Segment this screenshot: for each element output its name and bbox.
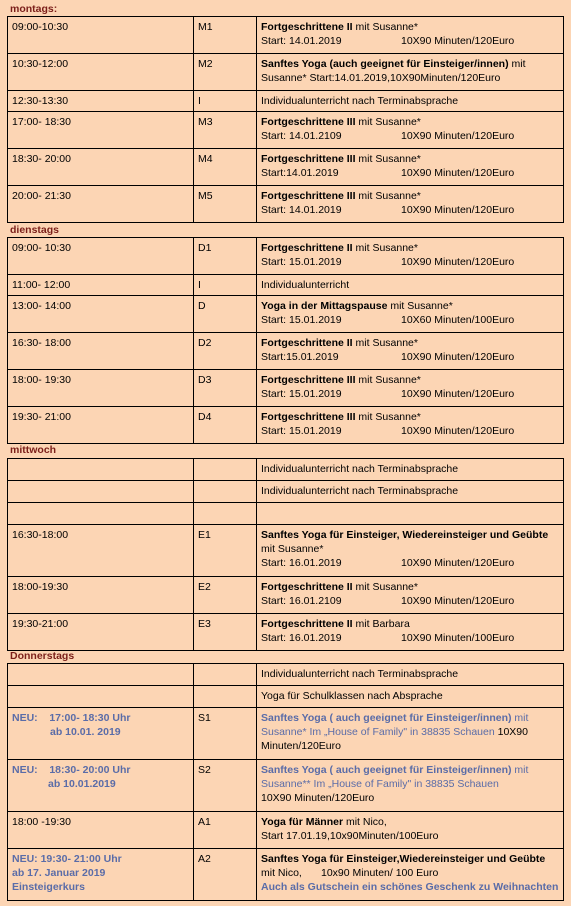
table-row [8, 577, 564, 614]
table-row [8, 296, 564, 333]
time-cell: 19:30- 21:00 [8, 407, 194, 444]
course-cell: Individualunterricht nach Terminabsprache [257, 481, 564, 503]
table-row [8, 503, 564, 525]
course-start: Start: 16.01.2019 [261, 557, 342, 569]
code-cell [194, 664, 257, 686]
time-cell [8, 760, 194, 812]
course-start: Start: 15.01.2019 [261, 256, 342, 268]
course-time: 17:00- 18:30 Uhr [49, 712, 131, 724]
time-cell: 20:00- 21:30 [8, 186, 194, 223]
table-row [8, 614, 564, 651]
course-teacher: mit Susanne* [355, 374, 421, 386]
time-cell: 11:00- 12:00 [8, 275, 194, 296]
course-price: Minuten/120Euro [261, 740, 341, 752]
course-cell [257, 614, 564, 651]
course-info: 10X90 Minuten/100Euro [401, 632, 515, 644]
course-title: Fortgeschrittene II [261, 21, 353, 33]
course-title: Sanftes Yoga ( auch geeignet für Einsteiger/innen) [261, 764, 512, 776]
course-info: 10X90 Minuten/120Euro [401, 130, 515, 142]
table-row [8, 812, 564, 849]
course-teacher: mit Susanne* [261, 543, 324, 555]
course-info: 10X90 Minuten/120Euro [401, 167, 515, 179]
table-row [8, 760, 564, 812]
course-start: Start: 15.01.2019 [261, 388, 342, 400]
day-heading-donnerstags: Donnerstags [10, 650, 75, 662]
course-info: 10X90 Minuten/120Euro [401, 388, 515, 400]
table-row [8, 708, 564, 760]
course-cell: Individualunterricht nach Terminabsprache [257, 91, 564, 112]
course-cell [257, 296, 564, 333]
course-location: Susanne* Im „House of Family" in 38835 Schauen [261, 726, 495, 738]
course-title: Sanftes Yoga für Einsteiger, Wiedereinsteiger und Geübte [261, 529, 549, 541]
schedule-table-dienstags [7, 237, 564, 444]
time-cell: 19:30-21:00 [8, 614, 194, 651]
time-cell: 18:00- 19:30 [8, 370, 194, 407]
table-row [8, 17, 564, 54]
course-start: Start: 15.01.2019 [261, 425, 342, 437]
code-cell: A2 [194, 849, 257, 901]
course-cell [257, 577, 564, 614]
time-cell: 12:30-13:30 [8, 91, 194, 112]
course-title: Fortgeschrittene II [261, 337, 353, 349]
table-row [8, 459, 564, 481]
course-title: Fortgeschrittene II [261, 581, 353, 593]
course-teacher: mit [511, 764, 529, 776]
table-row [8, 849, 564, 901]
course-start: Start:14.01.2019 [261, 167, 339, 179]
course-start: Start: 14.01.2019 [261, 35, 342, 47]
course-cell [257, 370, 564, 407]
course-title: Fortgeschrittene II [261, 618, 353, 630]
course-info: 10X90 [494, 726, 528, 738]
table-row [8, 238, 564, 275]
code-cell [194, 686, 257, 708]
course-cell [257, 54, 564, 91]
course-level: Einsteigerkurs [12, 881, 85, 893]
time-cell: 10:30-12:00 [8, 54, 194, 91]
course-info: 10x90 Minuten/ 100 Euro [321, 867, 439, 879]
code-cell: I [194, 91, 257, 112]
table-row [8, 149, 564, 186]
time-cell [8, 481, 194, 503]
course-cell [257, 812, 564, 849]
course-since: ab 10.01. 2019 [50, 726, 121, 738]
course-title: Fortgeschrittene III [261, 411, 356, 423]
course-start: Start 17.01.19,10x90Minuten/100Euro [261, 830, 439, 842]
time-cell [8, 664, 194, 686]
table-row [8, 275, 564, 296]
course-cell [257, 333, 564, 370]
code-cell: M5 [194, 186, 257, 223]
course-title: Sanftes Yoga (auch geeignet für Einsteiger/innen) [261, 58, 509, 70]
table-row [8, 407, 564, 444]
course-title: Yoga für Männer [261, 816, 344, 828]
new-label: NEU: [12, 712, 38, 724]
course-time: 18:30- 20:00 Uhr [49, 764, 131, 776]
course-cell: Individualunterricht [257, 275, 564, 296]
time-cell [8, 708, 194, 760]
course-teacher: mit Barbara [352, 618, 410, 630]
course-info: 10X90 Minuten/120Euro [401, 256, 515, 268]
table-row [8, 525, 564, 577]
time-cell: 16:30- 18:00 [8, 333, 194, 370]
course-info: 10X90 Minuten/120Euro [401, 204, 515, 216]
time-cell: 18:30- 20:00 [8, 149, 194, 186]
course-title: Fortgeschrittene III [261, 116, 356, 128]
table-row [8, 664, 564, 686]
time-cell: 17:00- 18:30 [8, 112, 194, 149]
code-cell: I [194, 275, 257, 296]
promo-text: Auch als Gutschein ein schönes Geschenk zu Weihnachten [261, 881, 559, 893]
course-teacher: mit Susanne* [352, 337, 418, 349]
time-cell: 09:00- 10:30 [8, 238, 194, 275]
course-start: Start:15.01.2019 [261, 351, 339, 363]
course-cell: Individualunterricht nach Terminabsprache [257, 459, 564, 481]
course-title: Sanftes Yoga für Einsteiger,Wiedereinsteiger und Geübte [261, 853, 546, 865]
course-cell [257, 17, 564, 54]
course-info: 10X90 Minuten/120Euro [401, 351, 515, 363]
new-label: NEU: [12, 764, 38, 776]
course-teacher: mit Nico, [343, 816, 387, 828]
code-cell: D [194, 296, 257, 333]
course-cell [257, 708, 564, 760]
course-start: Start: 14.01.2019 [261, 204, 342, 216]
course-title: Fortgeschrittene III [261, 190, 356, 202]
code-cell: D1 [194, 238, 257, 275]
course-title: Yoga in der Mittagspause [261, 300, 388, 312]
course-cell [257, 525, 564, 577]
table-row [8, 91, 564, 112]
code-cell: S1 [194, 708, 257, 760]
course-start: Start: 16.01.2109 [261, 595, 342, 607]
table-row [8, 370, 564, 407]
course-time: NEU: 19:30- 21:00 Uhr [12, 853, 122, 865]
course-since: ab 17. Januar 2019 [12, 867, 106, 879]
course-title: Fortgeschrittene III [261, 153, 356, 165]
course-info: 10X90 Minuten/120Euro [401, 425, 515, 437]
code-cell: E2 [194, 577, 257, 614]
time-cell [8, 503, 194, 525]
code-cell: E1 [194, 525, 257, 577]
course-cell [257, 186, 564, 223]
code-cell [194, 459, 257, 481]
course-teacher: mit Susanne* [355, 190, 421, 202]
table-row [8, 112, 564, 149]
course-title: Sanftes Yoga ( auch geeignet für Einsteiger/innen) [261, 712, 512, 724]
course-teacher: mit Nico, [261, 867, 302, 879]
course-cell [257, 112, 564, 149]
day-heading-mittwoch: mittwoch [10, 444, 57, 456]
course-start: Start: 16.01.2019 [261, 632, 342, 644]
code-cell: M4 [194, 149, 257, 186]
code-cell: M3 [194, 112, 257, 149]
table-row [8, 54, 564, 91]
course-teacher: mit Susanne* [355, 153, 421, 165]
course-cell [257, 503, 564, 525]
course-teacher: mit Susanne* [352, 21, 418, 33]
course-teacher: mit Susanne* [355, 411, 421, 423]
time-cell: 16:30-18:00 [8, 525, 194, 577]
code-cell [194, 481, 257, 503]
table-row [8, 333, 564, 370]
course-cell [257, 849, 564, 901]
time-cell: 13:00- 14:00 [8, 296, 194, 333]
course-info: 10X90 Minuten/120Euro [401, 595, 515, 607]
code-cell: M2 [194, 54, 257, 91]
day-heading-montags: montags: [10, 3, 58, 15]
code-cell: E3 [194, 614, 257, 651]
time-cell [8, 459, 194, 481]
course-start: Start: 14.01.2109 [261, 130, 342, 142]
course-since: ab 10.01.2019 [48, 778, 116, 790]
course-cell [257, 760, 564, 812]
course-info: 10X90 Minuten/120Euro [401, 35, 515, 47]
table-row [8, 686, 564, 708]
time-cell: 18:00-19:30 [8, 577, 194, 614]
table-row [8, 481, 564, 503]
day-heading-dienstags: dienstags [10, 224, 60, 236]
code-cell: A1 [194, 812, 257, 849]
time-cell [8, 686, 194, 708]
course-details: Susanne* Start:14.01.2019,10X90Minuten/120Euro [261, 72, 501, 84]
course-cell [257, 149, 564, 186]
course-title: Fortgeschrittene II [261, 242, 353, 254]
course-teacher: mit [508, 58, 526, 70]
schedule-table-donnerstags [7, 663, 564, 901]
code-cell: S2 [194, 760, 257, 812]
course-cell [257, 407, 564, 444]
course-start: Start: 15.01.2019 [261, 314, 342, 326]
course-info: 10X60 Minuten/100Euro [401, 314, 515, 326]
time-cell [8, 849, 194, 901]
course-cell: Individualunterricht nach Terminabsprache [257, 664, 564, 686]
code-cell [194, 503, 257, 525]
code-cell: D4 [194, 407, 257, 444]
code-cell: M1 [194, 17, 257, 54]
course-info: 10X90 Minuten/120Euro [261, 792, 375, 804]
time-cell: 18:00 -19:30 [8, 812, 194, 849]
course-teacher: mit Susanne* [352, 581, 418, 593]
course-teacher: mit [511, 712, 529, 724]
code-cell: D2 [194, 333, 257, 370]
schedule-table-mittwoch [7, 458, 564, 651]
schedule-table-montags [7, 16, 564, 223]
course-teacher: mit Susanne* [355, 116, 421, 128]
course-title: Fortgeschrittene III [261, 374, 356, 386]
course-info: 10X90 Minuten/120Euro [401, 557, 515, 569]
course-teacher: mit Susanne* [352, 242, 418, 254]
course-location: Susanne** Im „House of Family" in 38835 Schauen [261, 778, 499, 790]
table-row [8, 186, 564, 223]
code-cell: D3 [194, 370, 257, 407]
course-teacher: mit Susanne* [387, 300, 453, 312]
time-cell: 09:00-10:30 [8, 17, 194, 54]
course-cell: Yoga für Schulklassen nach Absprache [257, 686, 564, 708]
course-cell [257, 238, 564, 275]
